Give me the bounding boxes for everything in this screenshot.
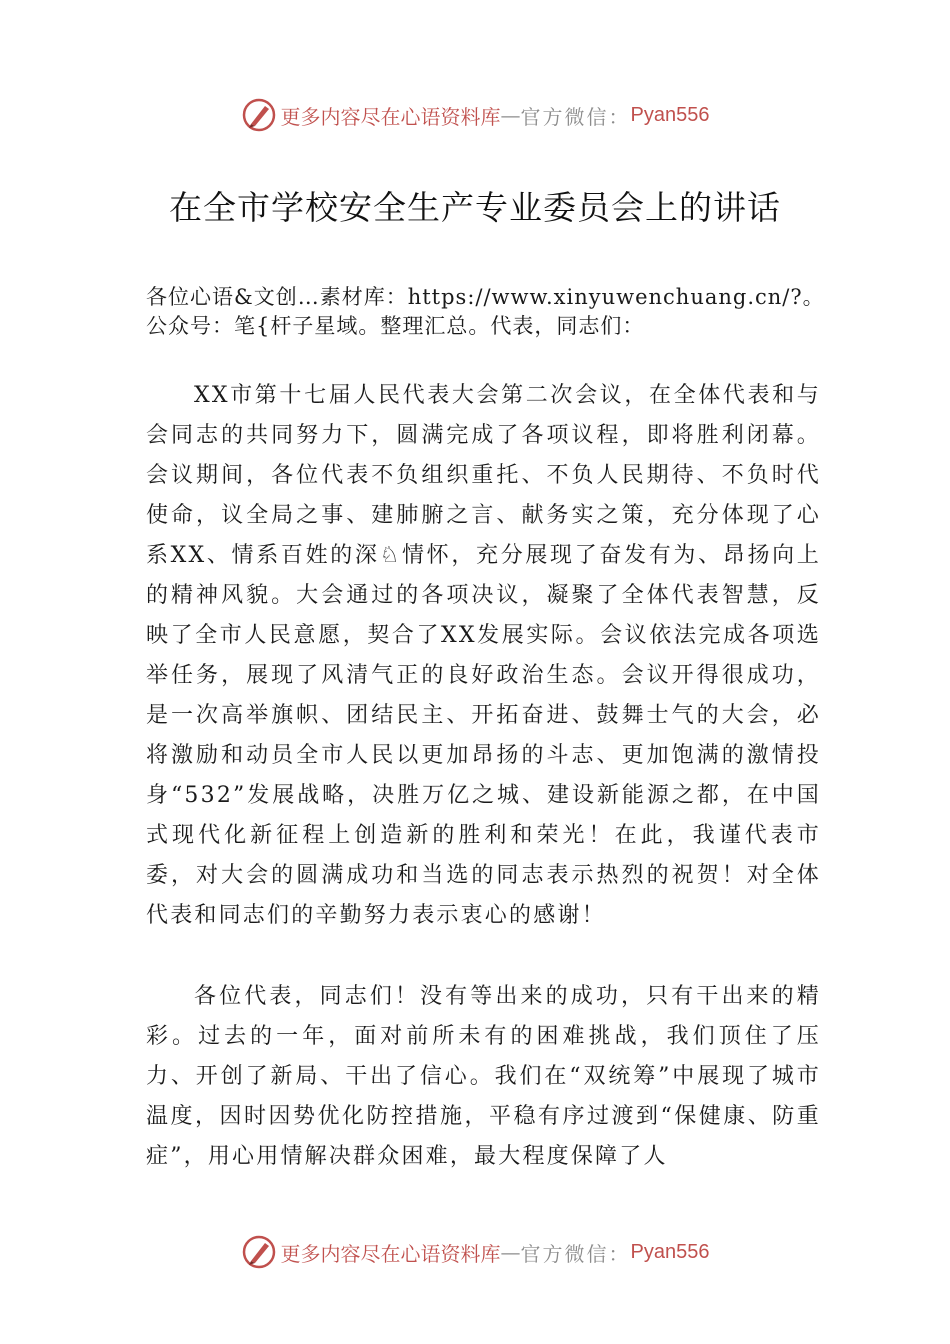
pen-logo-icon: [241, 1234, 277, 1270]
header-banner: [0, 95, 950, 135]
banner-dash: —: [500, 1240, 521, 1264]
banner-wechat-id: Pyan556: [630, 1240, 710, 1263]
banner-promo-text: 更多内容尽在心语资料库: [280, 1241, 501, 1266]
pen-logo-icon: [241, 97, 277, 133]
banner-promo-text: 更多内容尽在心语资料库: [280, 104, 501, 129]
document-title: 在全市学校安全生产专业委员会上的讲话: [169, 188, 781, 227]
footer-banner: [0, 1232, 950, 1272]
body-paragraph: 各位代表，同志们！没有等出来的成功，只有干出来的精彩。过去的一年，面对前所未有的困难挑战，我们顶住了压力、开创了新局、干出了信心。我们在“双统筹”中展现了城市温度，因时因势优化防控措施，平稳有序过渡到“保健康、防重症”，用心用情解决群众困难，最大程度保障了人: [146, 984, 821, 1169]
banner-wechat-label: 官方微信：: [520, 1241, 631, 1266]
body-paragraph: XX市第十七届人民代表大会第二次会议，在全体代表和与会同志的共同努力下，圆满完成了各项议程，即将胜利闭幕。会议期间，各位代表不负组织重托、不负人民期待、不负时代使命，议全局之事、建肺腑之言、献务实之策，充分体现了心系XX、情系百姓的深♘情怀，充分展现了奋发有为、昂扬向上的精神风貌。大会通过的各项决议，凝聚了全体代表智慧，反映了全市人民意愿，契合了XX发展实际。会议依法完成各项选举任务，展现了风清气正的良好政治生态。会议开得很成功，是一次高举旗帜、团结民主、开拓奋进、鼓舞士气的大会，必将激励和动员全市人民以更加昂扬的斗志、更加饱满的激情投身“532”发展战略，决胜万亿之城、建设新能源之都，在中国式现代化新征程上创造新的胜利和荣光！在此，我谨代表市委，对大会的圆满成功和当选的同志表示热烈的祝贺！对全体代表和同志们的辛勤努力表示衷心的感谢！: [146, 383, 821, 928]
banner-wechat-label: 官方微信：: [520, 104, 631, 129]
banner-wechat-id: Pyan556: [630, 103, 710, 126]
banner-dash: —: [500, 103, 521, 127]
intro-paragraph: 各位心语&文创…素材库：https://www.xinyuwenchuang.cn/?。公众号：笔{杆子星域。整理汇总。代表，同志们：: [146, 285, 825, 338]
